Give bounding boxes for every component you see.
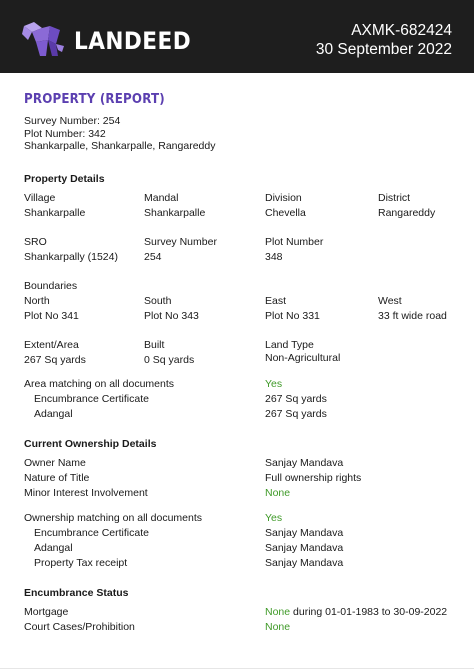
extent-value: 267 Sq yards: [24, 354, 86, 366]
survey-number-label: Survey Number: [144, 236, 217, 248]
property-tax-label: Property Tax receipt: [34, 557, 128, 569]
title-nature-value: Full ownership rights: [265, 472, 362, 484]
document-date: 30 September 2022: [315, 41, 452, 58]
west-label: West: [378, 295, 402, 307]
sro-value: Shankarpally (1524): [24, 251, 118, 263]
mortgage-value: [265, 605, 447, 620]
document-meta: [316, 21, 452, 59]
south-value: Plot No 343: [144, 310, 199, 322]
area-match-label: Area matching on all documents: [24, 378, 174, 390]
location-line: Shankarpalle, Shankarpalle, Rangareddy: [24, 140, 216, 152]
plot-number-label: Plot Number: [265, 236, 324, 248]
report-header: [0, 0, 474, 73]
land-type-value: Non-Agricultural: [265, 352, 341, 364]
report-subtitle: [24, 115, 215, 153]
mortgage-status: None: [265, 606, 291, 618]
ownership-ec-value: Sanjay Mandava: [265, 527, 344, 539]
district-value: Rangareddy: [378, 207, 436, 219]
ownership-adangal-value: Sanjay Mandava: [265, 542, 344, 554]
village-value: Shankarpalle: [24, 207, 86, 219]
ownership-match-label: Ownership matching on all documents: [24, 512, 203, 524]
ownership-adangal-label: Adangal: [34, 542, 73, 554]
mortgage-label: Mortgage: [24, 606, 69, 618]
division-value: Chevella: [265, 207, 306, 219]
court-cases-label: Court Cases/Prohibition: [24, 621, 135, 633]
south-label: South: [144, 295, 172, 307]
extent-label: Extent/Area: [24, 339, 79, 351]
division-label: Division: [265, 192, 302, 204]
built-label: Built: [144, 339, 165, 351]
property-tax-value: Sanjay Mandava: [265, 557, 344, 569]
sro-label: SRO: [24, 236, 47, 248]
encumbrance-heading: Encumbrance Status: [24, 587, 129, 599]
east-value: Plot No 331: [265, 310, 320, 322]
land-type-label: Land Type: [265, 339, 314, 351]
owner-name-label: Owner Name: [24, 457, 86, 469]
minor-interest-status: None: [265, 487, 291, 499]
area-ec-value: 267 Sq yards: [265, 393, 327, 405]
mortgage-period: during 01-01-1983 to 30-09-2022: [290, 606, 448, 618]
document-id: AXMK-682424: [351, 22, 452, 39]
ownership-match-status: Yes: [265, 512, 283, 524]
page-bottom-divider: [0, 668, 474, 669]
village-label: Village: [24, 192, 56, 204]
report-title: PROPERTY (REPORT): [24, 91, 165, 107]
boundaries-label: Boundaries: [24, 280, 78, 292]
north-value: Plot No 341: [24, 310, 79, 322]
area-adangal-value: 267 Sq yards: [265, 408, 327, 420]
elephant-logo-icon: [20, 20, 66, 60]
area-ec-label: Encumbrance Certificate: [34, 393, 149, 405]
owner-name-value: Sanjay Mandava: [265, 457, 344, 469]
report-title-block: [24, 92, 184, 107]
ownership-heading: Current Ownership Details: [24, 438, 157, 450]
court-cases-status: None: [265, 621, 291, 633]
property-details-heading: Property Details: [24, 173, 105, 185]
west-value: 33 ft wide road: [378, 310, 447, 322]
ownership-ec-label: Encumbrance Certificate: [34, 527, 149, 539]
area-match-status: Yes: [265, 378, 283, 390]
title-nature-label: Nature of Title: [24, 472, 90, 484]
district-label: District: [378, 192, 411, 204]
mandal-label: Mandal: [144, 192, 179, 204]
mandal-value: Shankarpalle: [144, 207, 206, 219]
brand-name: LANDEED: [74, 27, 192, 55]
plot-number-value: 348: [265, 251, 283, 263]
plot-number-line: Plot Number: 342: [24, 127, 106, 140]
survey-number-line: Survey Number: 254: [24, 115, 121, 127]
area-adangal-label: Adangal: [34, 408, 73, 420]
built-value: 0 Sq yards: [144, 354, 195, 366]
minor-interest-label: Minor Interest Involvement: [24, 487, 148, 499]
north-label: North: [24, 295, 50, 307]
survey-number-value: 254: [144, 251, 162, 263]
east-label: East: [265, 295, 287, 307]
